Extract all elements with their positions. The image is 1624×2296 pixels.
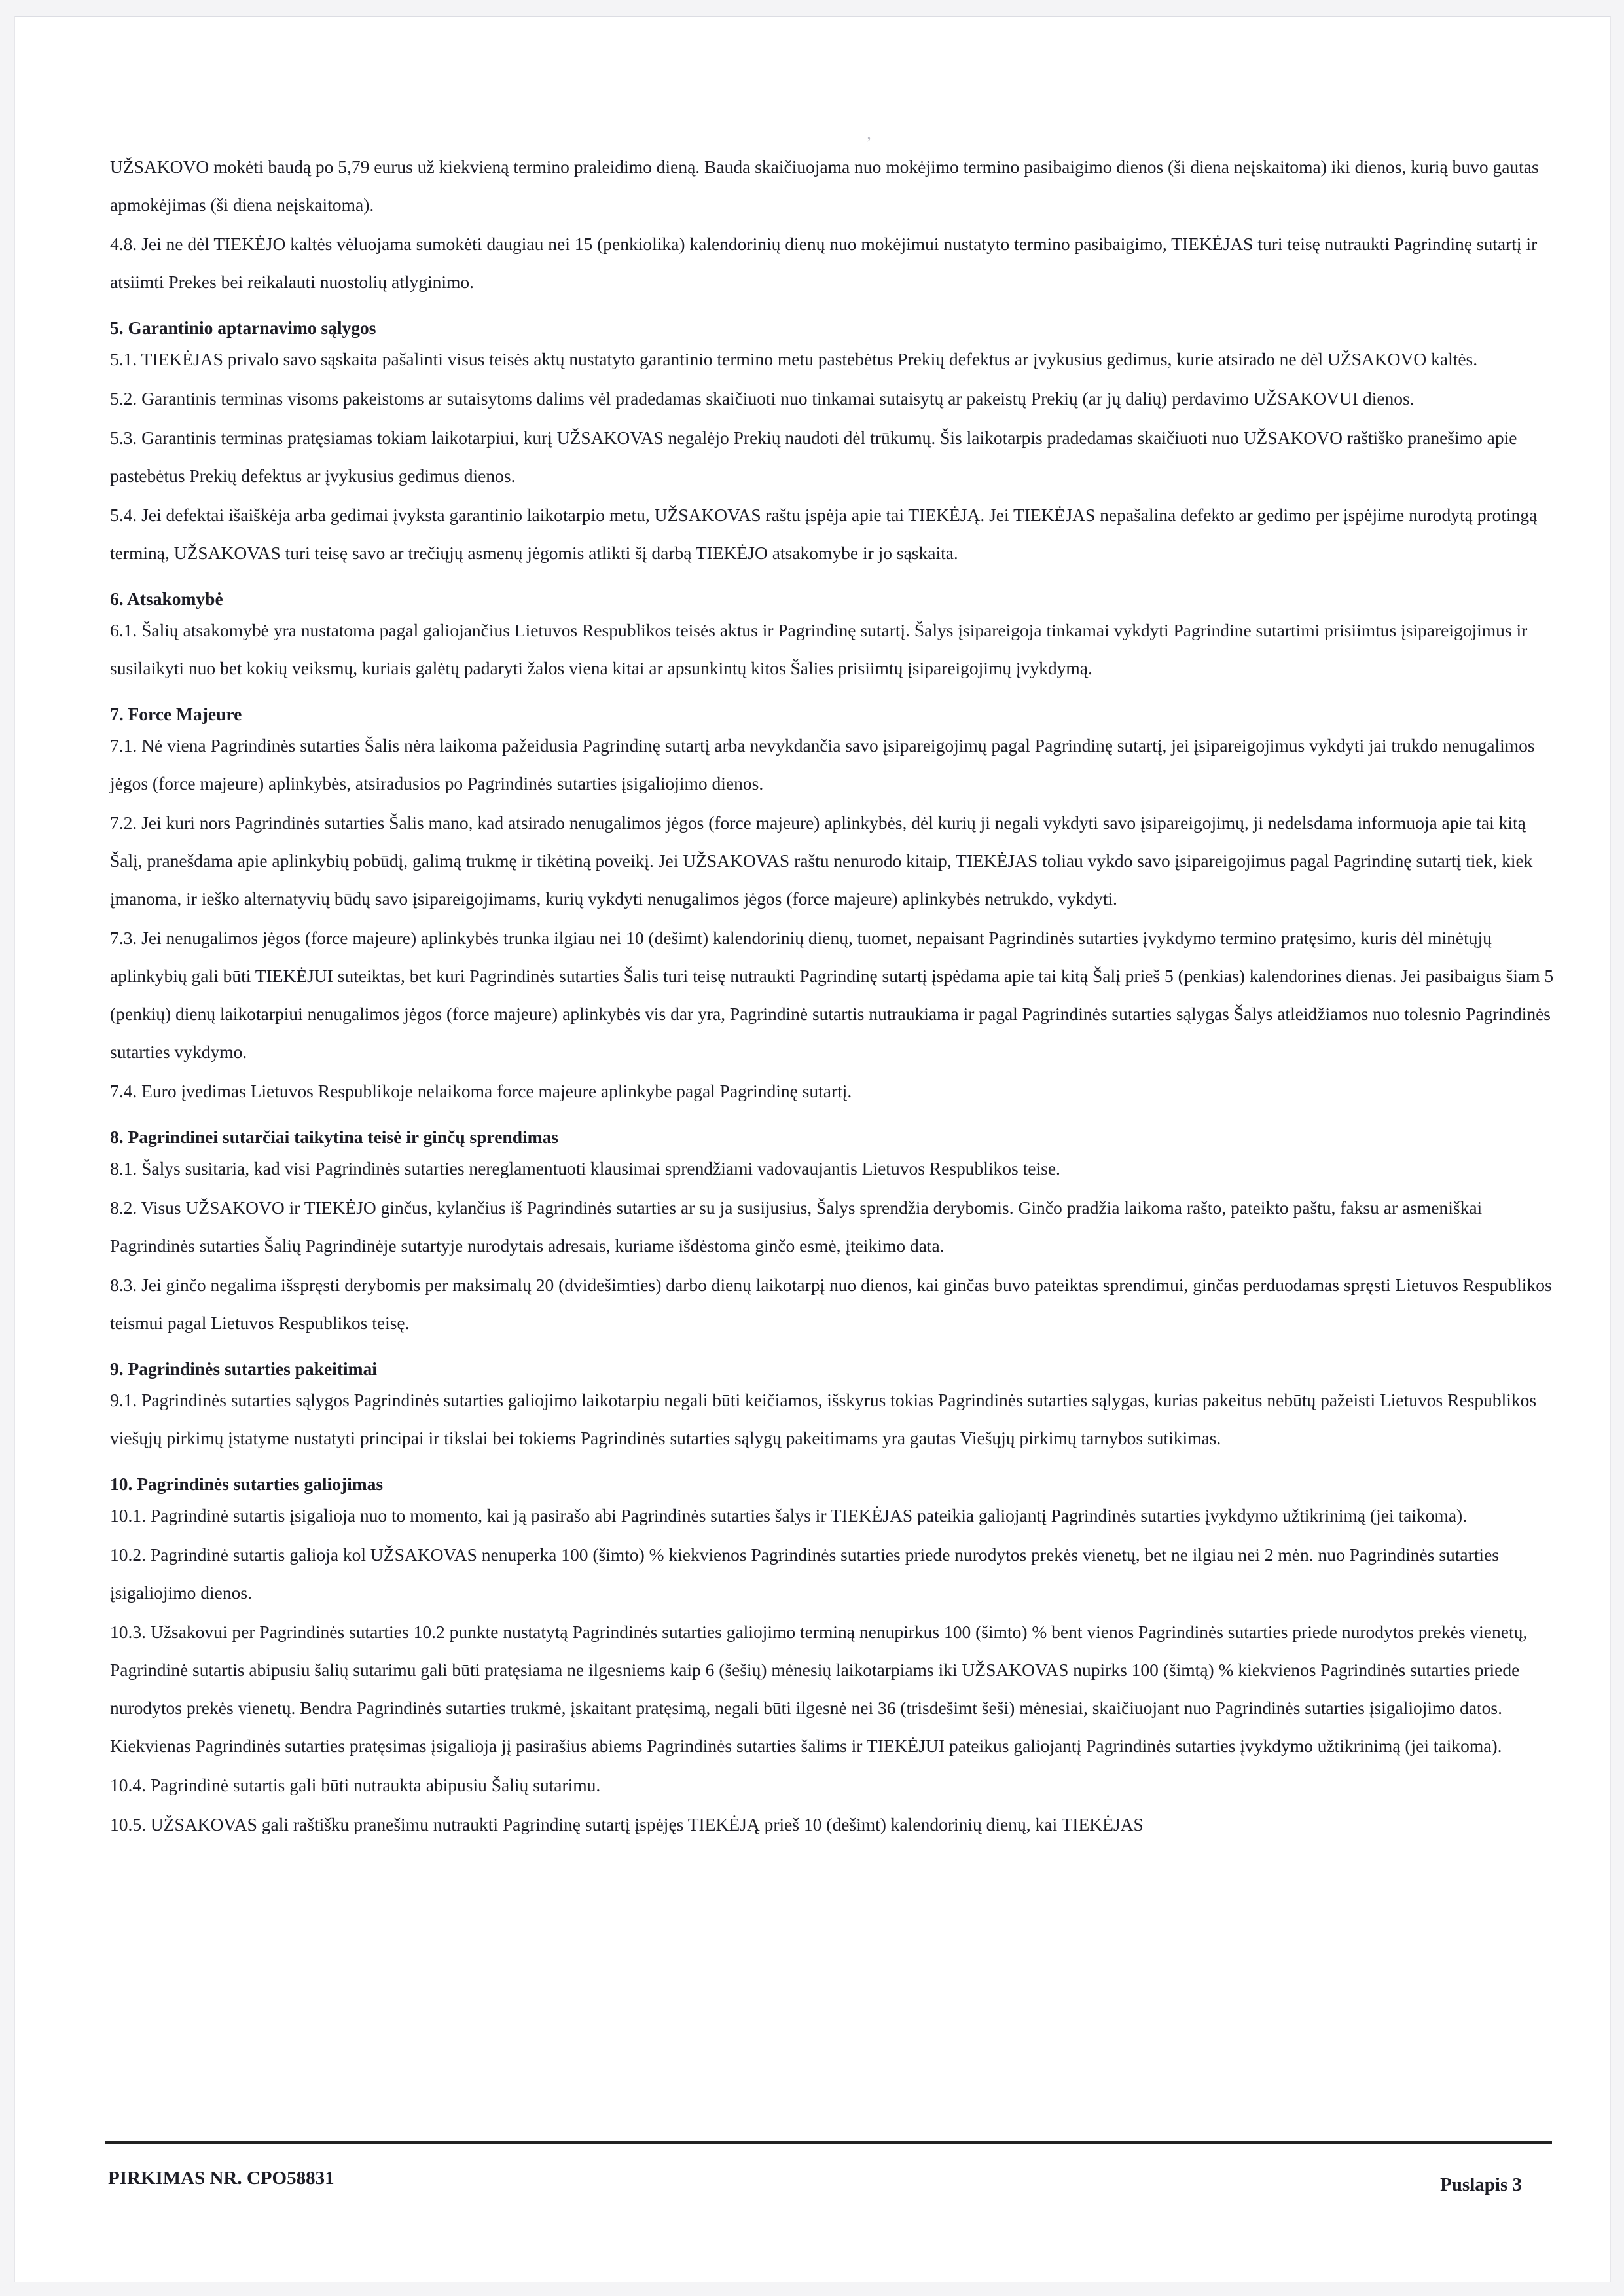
paragraph-8-1: 8.1. Šalys susitaria, kad visi Pagrindinės sutarties nereglamentuoti klausimai sprendžiami vadovaujantis Lietuvos Respublikos teise. <box>110 1158 1060 1178</box>
paragraph-8-3: 8.3. Jei ginčo negalima išspręsti derybomis per maksimalų 20 (dvidešimties) darbo dienų laikotarpį nuo dienos, kai ginčas buvo pateiktas sprendimui, ginčas perduodamas spręsti Lietuvos Respublikos teismui pagal Lietuvos Respublikos teisę. <box>110 1275 1552 1333</box>
paragraph-9-1: 9.1. Pagrindinės sutarties sąlygos Pagrindinės sutarties galiojimo laikotarpiu negali būti keičiamos, išskyrus tokias Pagrindinės sutarties sąlygas, kurias pakeitus nebūtų pažeisti Lietuvos Respublikos viešųjų pirkimų įstatyme nustatyti principai ir tikslai bei tokiems Pagrindinės sutarties sąlygų pakeitimams yra gautas Viešųjų pirkimų tarnybos sutikimas. <box>110 1390 1537 1448</box>
section-heading-7: 7. Force Majeure <box>110 704 242 724</box>
section-heading-8: 8. Pagrindinei sutarčiai taikytina teisė ir ginčų sprendimas <box>110 1127 558 1147</box>
paragraph-5-3: 5.3. Garantinis terminas pratęsiamas tokiam laikotarpiui, kurį UŽSAKOVAS negalėjo Prekių naudoti dėl trūkumų. Šis laikotarpis pradedamas skaičiuoti nuo UŽSAKOVO raštiško pranešimo apie pastebėtus Prekių defektus ar įvykusius gedimus dienos. <box>110 428 1517 486</box>
paragraph-7-1: 7.1. Nė viena Pagrindinės sutarties Šalis nėra laikoma pažeidusia Pagrindinę sutartį arba nevykdančia savo įsipareigojimų pagal Pagrindinę sutartį, jei įsipareigojimus vykdyti jai trukdo nenugalimos jėgos (force majeure) aplinkybės, atsiradusios po Pagrindinės sutarties įsigaliojimo dienos. <box>110 735 1535 793</box>
procurement-number: PIRKIMAS NR. CPO58831 <box>108 2168 334 2189</box>
paragraph-10-5: 10.5. UŽSAKOVAS gali raštišku pranešimu nutraukti Pagrindinę sutartį įspėjęs TIEKĖJĄ prieš 10 (dešimt) kalendorinių dienų, kai TIEKĖJAS <box>110 1814 1144 1834</box>
paragraph-intro: UŽSAKOVO mokėti baudą po 5,79 eurus už kiekvieną termino praleidimo dieną. Bauda skaičiuojama nuo mokėjimo termino pasibaigimo dienos (ši diena neįskaitoma) iki dienos, kurią buvo gautas apmokėjimas (ši diena neįskaitoma). <box>110 156 1539 215</box>
document-body <box>110 148 1557 1845</box>
paragraph-7-2: 7.2. Jei kuri nors Pagrindinės sutarties Šalis mano, kad atsirado nenugalimos jėgos (force majeure) aplinkybės, dėl kurių ji negali vykdyti savo įsipareigojimų, ji nedelsdama informuoja apie tai kitą Šalį, pranešdama apie aplinkybių pobūdį, galimą trukmę ir tikėtiną poveikį. Jei UŽSAKOVAS raštu nenurodo kitaip, TIEKĖJAS toliau vykdo savo įsipareigojimus pagal Pagrindinę sutartį tiek, kiek įmanoma, ir ieško alternatyvių būdų savo įsipareigojimams, kurių vykdyti nenugalimos jėgos (force majeure) aplinkybės netrukdo, vykdyti. <box>110 812 1533 909</box>
section-heading-9: 9. Pagrindinės sutarties pakeitimai <box>110 1358 377 1379</box>
paragraph-5-4: 5.4. Jei defektai išaiškėja arba gedimai įvyksta garantinio laikotarpio metu, UŽSAKOVAS raštu įspėja apie tai TIEKĖJĄ. Jei TIEKĖJAS nepašalina defekto ar gedimo per įspėjime nurodytą protingą terminą, UŽSAKOVAS turi teisę savo ar trečiųjų asmenų jėgomis atlikti šį darbą TIEKĖJO atsakomybe ir jo sąskaita. <box>110 505 1538 563</box>
section-heading-10: 10. Pagrindinės sutarties galiojimas <box>110 1474 384 1494</box>
paragraph-7-3: 7.3. Jei nenugalimos jėgos (force majeure) aplinkybės trunka ilgiau nei 10 (dešimt) kalendorinių dienų, tuomet, nepaisant Pagrindinės sutarties įvykdymo termino pratęsimo, kuris dėl minėtųjų aplinkybių gali būti TIEKĖJUI suteiktas, bet kuri Pagrindinės sutarties Šalis turi teisę nutraukti Pagrindinę sutartį įspėdama apie tai kitą Šalį prieš 5 (penkias) kalendorines dienas. Jei pasibaigus šiam 5 (penkių) dienų laikotarpiui nenugalimos jėgos (force majeure) aplinkybės vis dar yra, Pagrindinė sutartis nutraukiama ir pagal Pagrindinės sutarties sąlygas Šalys atleidžiamos nuo tolesnio Pagrindinės sutarties vykdymo. <box>110 928 1554 1062</box>
paragraph-10-2: 10.2. Pagrindinė sutartis galioja kol UŽSAKOVAS nenuperka 100 (šimto) % kiekvienos Pagrindinės sutarties priede nurodytos prekės vienetų, bet ne ilgiau nei 2 mėn. nuo Pagrindinės sutarties įsigaliojimo dienos. <box>110 1544 1499 1603</box>
footer-divider <box>105 2141 1552 2144</box>
page-number: Puslapis 3 <box>1440 2174 1522 2195</box>
paragraph-10-3: 10.3. Užsakovui per Pagrindinės sutarties 10.2 punkte nustatytą Pagrindinės sutarties galiojimo terminą nenupirkus 100 (šimto) % bent vienos Pagrindinės sutarties priede nurodytos prekės vienetų, Pagrindinė sutartis abipusiu šalių sutarimu gali būti pratęsiama ne ilgesniems kaip 6 (šešių) mėnesių laikotarpiams iki UŽSAKOVAS nupirks 100 (šimtą) % kiekvienos Pagrindinės sutarties priede nurodytos prekės vienetų. Bendra Pagrindinės sutarties trukmė, įskaitant pratęsimą, negali būti ilgesnė nei 36 (trisdešimt šeši) mėnesiai, skaičiuojant nuo Pagrindinės sutarties įsigaliojimo datos. Kiekvienas Pagrindinės sutarties pratęsimas įsigalioja jį pasirašius abiems Pagrindinės sutarties šalims ir TIEKĖJUI pateikus galiojantį Pagrindinės sutarties įvykdymo užtikrinimą (jei taikoma). <box>110 1622 1528 1756</box>
section-heading-5: 5. Garantinio aptarnavimo sąlygos <box>110 318 376 338</box>
document-page <box>14 16 1611 2282</box>
paragraph-8-2: 8.2. Visus UŽSAKOVO ir TIEKĖJO ginčus, kylančius iš Pagrindinės sutarties ar su ja susijusius, Šalys sprendžia derybomis. Ginčo pradžia laikoma rašto, pateikto paštu, faksu ar asmeniškai Pagrindinės sutarties Šalių Pagrindinėje sutartyje nurodytais adresais, kuriame išdėstoma ginčo esmė, įteikimo data. <box>110 1197 1483 1256</box>
paragraph-5-2: 5.2. Garantinis terminas visoms pakeistoms ar sutaisytoms dalims vėl pradedamas skaičiuoti nuo tinkamai sutaisytų ar pakeistų Prekių (ar jų dalių) perdavimo UŽSAKOVUI dienos. <box>110 388 1415 409</box>
scan-mark: ʼ <box>866 134 872 153</box>
paragraph-4-8: 4.8. Jei ne dėl TIEKĖJO kaltės vėluojama sumokėti daugiau nei 15 (penkiolika) kalendorinių dienų nuo mokėjimui nustatyto termino pasibaigimo, TIEKĖJAS turi teisę nutraukti Pagrindinę sutartį ir atsiimti Prekes bei reikalauti nuostolių atlyginimo. <box>110 234 1538 292</box>
paragraph-10-4: 10.4. Pagrindinė sutartis gali būti nutraukta abipusiu Šalių sutarimu. <box>110 1775 601 1795</box>
paragraph-5-1: 5.1. TIEKĖJAS privalo savo sąskaita pašalinti visus teisės aktų nustatyto garantinio termino metu pastebėtus Prekių defektus ar įvykusius gedimus, kurie atsirado ne dėl UŽSAKOVO kaltės. <box>110 349 1478 369</box>
paragraph-7-4: 7.4. Euro įvedimas Lietuvos Respublikoje nelaikoma force majeure aplinkybe pagal Pagrindinę sutartį. <box>110 1081 852 1101</box>
paragraph-6-1: 6.1. Šalių atsakomybė yra nustatoma pagal galiojančius Lietuvos Respublikos teisės aktus ir Pagrindinę sutartį. Šalys įsipareigoja tinkamai vykdyti Pagrindine sutartimi prisiimtus įsipareigojimus ir susilaikyti nuo bet kokių veiksmų, kuriais galėtų padaryti žalos viena kitai ar apsunkintų kitos Šalies prisiimtų įsipareigojimų įvykdymą. <box>110 620 1528 678</box>
paragraph-10-1: 10.1. Pagrindinė sutartis įsigalioja nuo to momento, kai ją pasirašo abi Pagrindinės sutarties šalys ir TIEKĖJAS pateikia galiojantį Pagrindinės sutarties įvykdymo užtikrinimą (jei taikoma). <box>110 1505 1468 1525</box>
section-heading-6: 6. Atsakomybė <box>110 589 223 609</box>
